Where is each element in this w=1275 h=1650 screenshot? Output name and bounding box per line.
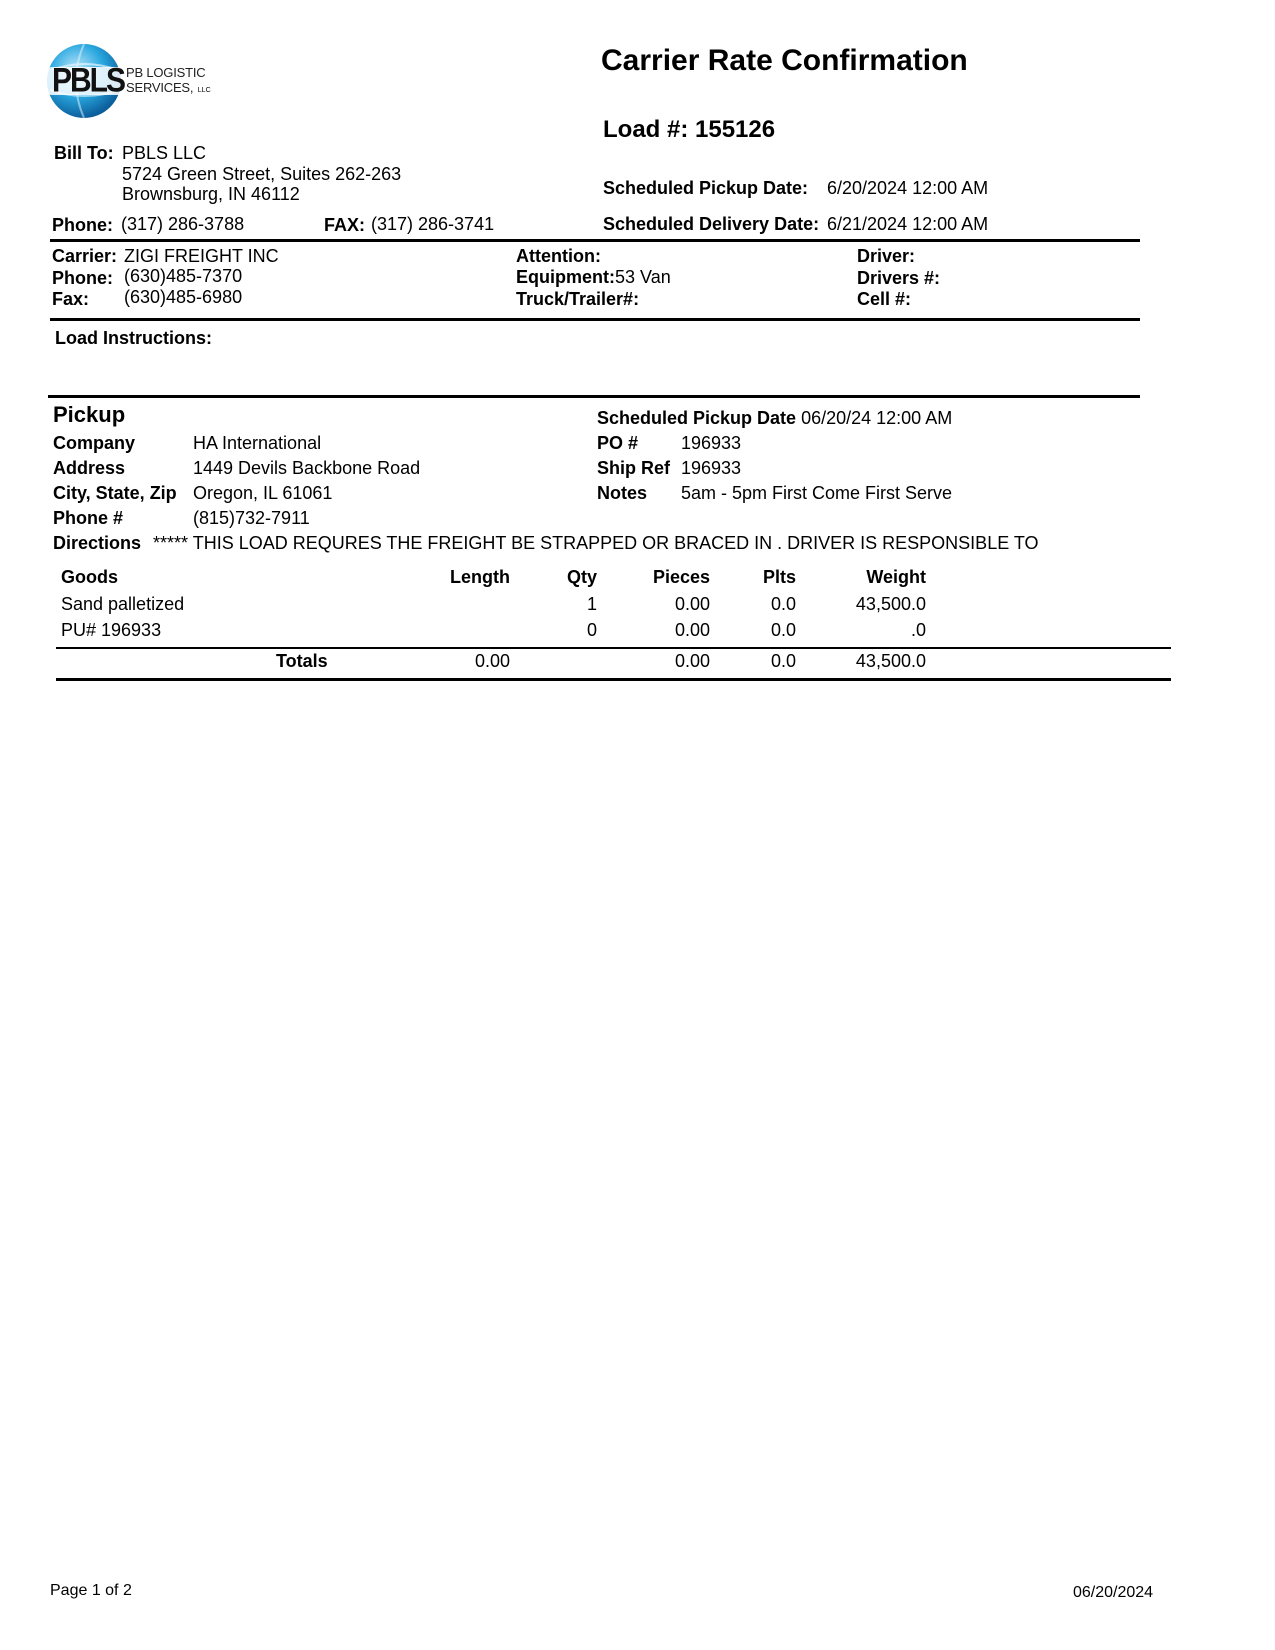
totals-length: 0.00 — [474, 651, 510, 671]
totals-bottom-rule — [56, 678, 1171, 681]
ship-ref-label: Ship Ref — [597, 458, 671, 478]
footer-date: 06/20/2024 — [1073, 1584, 1154, 1601]
load-number-label: Load #: — [603, 116, 689, 143]
pickup-date-label: Scheduled Pickup Date — [597, 408, 797, 428]
col-header-qty: Qty — [566, 567, 597, 587]
directions-clip — [153, 531, 1093, 558]
carrier-name: ZIGI FREIGHT INC — [124, 246, 279, 266]
address-label: Address — [53, 458, 126, 478]
company-label: Company — [53, 433, 136, 453]
notes-label: Notes — [597, 483, 648, 503]
logo-line1: PB LOGISTIC — [126, 65, 206, 80]
totals-divider — [56, 647, 1171, 649]
pickup-phone-label: Phone # — [53, 508, 124, 528]
pickup-date-line — [597, 408, 952, 429]
bill-to-phone-label: Phone: — [52, 215, 113, 235]
po-value: 196933 — [681, 433, 742, 453]
carrier-phone: (630)485-7370 — [124, 266, 243, 286]
page-title: Carrier Rate Confirmation — [601, 44, 968, 77]
divider-instructions — [48, 395, 1140, 398]
col-header-length: Length — [450, 567, 510, 587]
logo-mark: PBLS — [52, 61, 125, 100]
equipment-label: Equipment: — [516, 267, 615, 287]
carrier-fax: (630)485-6980 — [124, 287, 243, 307]
logo-suffix: LLC — [197, 87, 211, 94]
page-number: Page 1 of 2 — [50, 1582, 132, 1599]
bill-to-city: Brownsburg, IN 46112 — [122, 184, 300, 204]
scheduled-delivery-label: Scheduled Delivery Date: — [603, 214, 820, 234]
address-value: 1449 Devils Backbone Road — [193, 458, 421, 478]
row-goods: PU# 196933 — [61, 620, 162, 640]
scheduled-delivery-value: 6/21/2024 12:00 AM — [827, 214, 989, 234]
divider-carrier — [50, 318, 1140, 321]
driver-label: Driver: — [857, 246, 916, 266]
company-logo — [44, 40, 224, 122]
directions-label: Directions — [53, 533, 142, 553]
equipment-value: 53 Van — [615, 267, 671, 287]
directions-value: ***** THIS LOAD REQURES THE FREIGHT BE STRAPPED OR BRACED IN . DRIVER IS RESPONSIBLE TO — [153, 533, 1039, 553]
company-value: HA International — [193, 433, 322, 453]
pickup-heading: Pickup — [53, 402, 126, 427]
totals-label: Totals — [276, 651, 328, 671]
notes-value: 5am - 5pm First Come First Serve — [681, 483, 953, 503]
row-weight: .0 — [910, 620, 926, 640]
carrier-phone-label: Phone: — [52, 268, 113, 288]
col-header-weight: Weight — [866, 567, 926, 587]
attention-label: Attention: — [516, 246, 601, 266]
drivers-number-label: Drivers #: — [857, 268, 941, 288]
po-label: PO # — [597, 433, 639, 453]
logo-line2: SERVICES, — [126, 80, 194, 95]
equipment-line — [516, 267, 671, 288]
row-plts: 0.0 — [770, 594, 796, 614]
totals-weight: 43,500.0 — [855, 651, 926, 671]
row-weight: 43,500.0 — [855, 594, 926, 614]
row-pieces: 0.00 — [674, 620, 710, 640]
row-plts: 0.0 — [770, 620, 796, 640]
row-qty: 0 — [586, 620, 597, 640]
bill-to-fax: (317) 286-3741 — [371, 214, 495, 234]
bill-to-name: PBLS LLC — [122, 143, 207, 163]
row-goods: Sand palletized — [61, 594, 185, 614]
logo-line2-wrap — [126, 79, 211, 97]
city-state-zip-label: City, State, Zip — [53, 483, 177, 503]
totals-pieces: 0.00 — [674, 651, 710, 671]
load-number: 155126 — [695, 116, 776, 143]
col-header-pieces: Pieces — [652, 567, 710, 587]
row-qty: 1 — [586, 594, 597, 614]
carrier-label: Carrier: — [52, 246, 118, 266]
bill-to-fax-label: FAX: — [324, 215, 366, 235]
divider-top — [50, 239, 1140, 242]
scheduled-pickup-label: Scheduled Pickup Date: — [603, 178, 809, 198]
carrier-fax-label: Fax: — [52, 289, 90, 309]
row-pieces: 0.00 — [674, 594, 710, 614]
col-header-plts: Plts — [762, 567, 796, 587]
pickup-date-value: 06/20/24 12:00 AM — [801, 408, 953, 428]
bill-to-street: 5724 Green Street, Suites 262-263 — [122, 164, 402, 184]
city-state-zip-value: Oregon, IL 61061 — [193, 483, 333, 503]
load-instructions-label: Load Instructions: — [55, 328, 212, 348]
totals-plts: 0.0 — [770, 651, 796, 671]
bill-to-phone: (317) 286-3788 — [121, 214, 245, 234]
scheduled-pickup-value: 6/20/2024 12:00 AM — [827, 178, 989, 198]
col-header-goods: Goods — [61, 567, 118, 587]
ship-ref-value: 196933 — [681, 458, 742, 478]
cell-label: Cell #: — [857, 289, 912, 309]
pickup-phone-value: (815)732-7911 — [193, 508, 310, 528]
load-number-line — [603, 116, 775, 144]
truck-trailer-label: Truck/Trailer#: — [516, 289, 640, 309]
bill-to-label: Bill To: — [54, 143, 114, 163]
